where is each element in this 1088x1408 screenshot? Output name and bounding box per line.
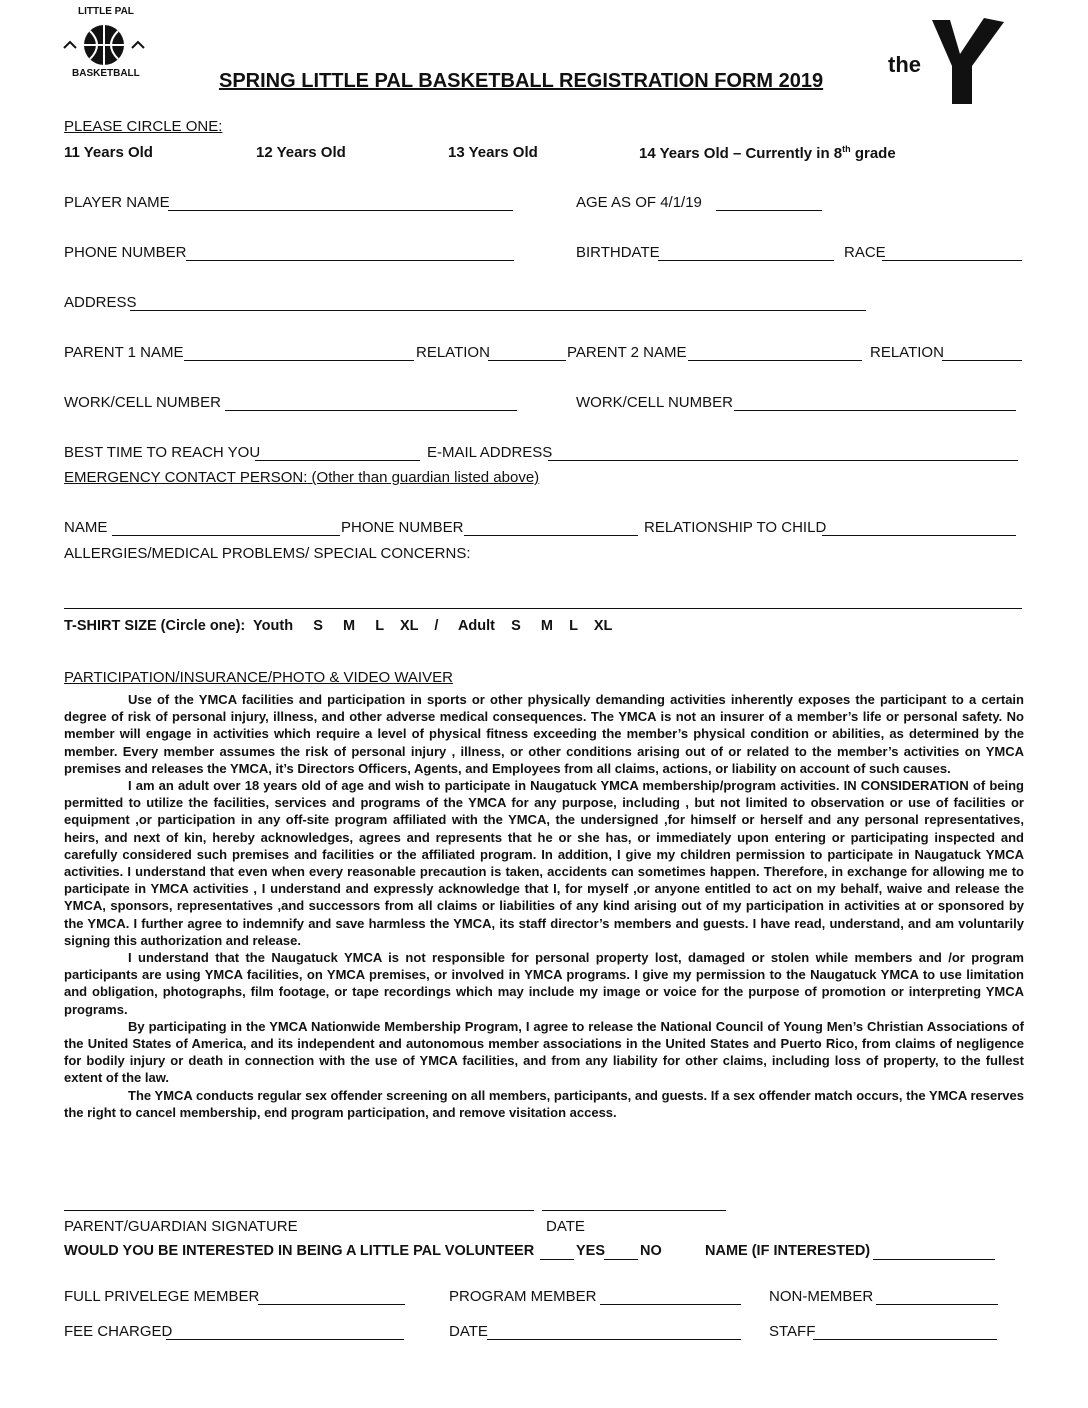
age-option-11[interactable]: 11 Years Old bbox=[64, 144, 153, 161]
staff-label: STAFF bbox=[769, 1323, 816, 1340]
parent-signature-label: PARENT/GUARDIAN SIGNATURE bbox=[64, 1218, 298, 1235]
program-member-line[interactable] bbox=[600, 1304, 741, 1305]
staff-line[interactable] bbox=[813, 1339, 997, 1340]
office-date-label: DATE bbox=[449, 1323, 488, 1340]
relation1-label: RELATION bbox=[416, 344, 490, 361]
ymca-small-text: YMCA bbox=[974, 84, 995, 91]
player-name-line[interactable] bbox=[168, 210, 513, 211]
volunteer-name-label: NAME (IF INTERESTED) bbox=[705, 1243, 871, 1259]
logo-bottom-text: BASKETBALL bbox=[72, 68, 140, 79]
volunteer-no-line[interactable] bbox=[604, 1259, 638, 1260]
non-member-label: NON-MEMBER bbox=[769, 1288, 874, 1305]
ec-phone-label: PHONE NUMBER bbox=[341, 519, 464, 536]
birthdate-label: BIRTHDATE bbox=[576, 244, 660, 261]
full-member-line[interactable] bbox=[258, 1304, 405, 1305]
emergency-heading: EMERGENCY CONTACT PERSON: (Other than guardian listed above) bbox=[64, 469, 540, 486]
allergies-label: ALLERGIES/MEDICAL PROBLEMS/ SPECIAL CONCERNS: bbox=[64, 545, 471, 562]
non-member-line[interactable] bbox=[876, 1304, 998, 1305]
waiver-paragraph: Use of the YMCA facilities and participation in sports or other physically demanding activities inherently exposes the participant to a certain degree of risk of personal injury, illness, and other adverse medical consequences. The YMCA is not an insurer of a member’s life or personal safety. No member will engage in activities which require a level of physical fitness exceeding the member’s physical condition or abilities, as determined by the member. Every member assumes the risk of personal injury , illness, or other conditions arising out of or related to the member’s activities on YMCA premises and releases the YMCA, it’s Directors Officers, Agents, and Employees from all claims, actions, or liability on account of such causes. bbox=[64, 692, 1024, 776]
ec-name-label: NAME bbox=[64, 519, 108, 536]
waiver-text bbox=[64, 691, 1024, 1121]
allergies-line[interactable] bbox=[64, 608, 1022, 609]
waiver-heading: PARTICIPATION/INSURANCE/PHOTO & VIDEO WAIVER bbox=[64, 669, 453, 686]
age-option-14[interactable] bbox=[639, 144, 896, 162]
relationship-line[interactable] bbox=[822, 535, 1016, 536]
ymca-logo bbox=[888, 14, 1008, 108]
volunteer-name-line[interactable] bbox=[873, 1259, 995, 1260]
volunteer-no[interactable]: NO bbox=[640, 1243, 662, 1259]
waiver-paragraph: The YMCA conducts regular sex offender screening on all members, participants, and guests. If a sex offender match occurs, the YMCA reserves the right to cancel membership, end program participation, and remove visitation access. bbox=[64, 1087, 1024, 1120]
logo-top-text: LITTLE PAL bbox=[78, 6, 134, 17]
age-option-12[interactable]: 12 Years Old bbox=[256, 144, 346, 161]
signature-date-line[interactable] bbox=[542, 1210, 726, 1211]
signature-line[interactable] bbox=[64, 1210, 534, 1211]
email-label: E-MAIL ADDRESS bbox=[427, 444, 553, 461]
age-as-of-label: AGE AS OF 4/1/19 bbox=[576, 194, 702, 211]
best-time-label: BEST TIME TO REACH YOU bbox=[64, 444, 261, 461]
race-line[interactable] bbox=[882, 260, 1022, 261]
work-cell-1-line[interactable] bbox=[225, 410, 517, 411]
ec-name-line[interactable] bbox=[112, 535, 340, 536]
ec-phone-line[interactable] bbox=[464, 535, 638, 536]
work-cell-2-label: WORK/CELL NUMBER bbox=[576, 394, 733, 411]
age-option-14-text: 14 Years Old – Currently in 8 bbox=[639, 145, 843, 162]
race-label: RACE bbox=[844, 244, 886, 261]
phone-number-label: PHONE NUMBER bbox=[64, 244, 187, 261]
fee-charged-label: FEE CHARGED bbox=[64, 1323, 173, 1340]
work-cell-2-line[interactable] bbox=[734, 410, 1016, 411]
age-option-14-sup: th bbox=[842, 144, 851, 154]
full-member-label: FULL PRIVELEGE MEMBER bbox=[64, 1288, 260, 1305]
volunteer-question: WOULD YOU BE INTERESTED IN BEING A LITTLE PAL VOLUNTEER bbox=[64, 1243, 535, 1259]
relation2-label: RELATION bbox=[870, 344, 944, 361]
office-date-line[interactable] bbox=[487, 1339, 741, 1340]
parent2-name-label: PARENT 2 NAME bbox=[567, 344, 687, 361]
address-line[interactable] bbox=[130, 310, 866, 311]
parent1-name-label: PARENT 1 NAME bbox=[64, 344, 184, 361]
age-line[interactable] bbox=[716, 210, 822, 211]
age-option-14-grade: grade bbox=[850, 145, 896, 162]
work-cell-1-label: WORK/CELL NUMBER bbox=[64, 394, 221, 411]
waiver-paragraph: I understand that the Naugatuck YMCA is not responsible for personal property lost, damaged or stolen while members and /or program participants are using YMCA facilities, on YMCA premises, or involved in YMCA programs. I give my permission to the Naugatuck YMCA to use limitation and obligation, photographs, film footage, or tape recordings which may include my image or voice for the purpose of promotion or interpreting YMCA programs. bbox=[64, 950, 1024, 1017]
fee-charged-line[interactable] bbox=[166, 1339, 404, 1340]
program-member-label: PROGRAM MEMBER bbox=[449, 1288, 597, 1305]
email-line[interactable] bbox=[548, 460, 1018, 461]
waiver-paragraph: I am an adult over 18 years old of age and wish to participate in Naugatuck YMCA membership/program activities. IN CONSIDERATION of being permitted to utilize the facilities, services and programs of the YMCA for any purpose, including , but not limited to observation or use of facilities or equipment ,or participation in any off-site program affiliated with the YMCA, the undersigned ,for himself or herself and any personal representatives, heirs, and next of kin, hereby acknowledges, agrees and represents that he or she has, or immediately upon entering or participating inspected and carefully considered such premises and facilities or the affiliated program. In addition, I give my children permission to participate in Naugatuck YMCA activities. I understand that even when every reasonable precaution is taken, accidents can sometimes happen. Therefore, in exchange for allowing me to participate in YMCA activities , I understand and expressly acknowledge that I, for myself ,or anyone entitled to act on my behalf, waive and release the YMCA, sponsors, representatives ,and successors from all claims or liabilities of any kind arising out of my participation in activities at or sponsored by the YMCA. I further agree to indemnify and save harmless the YMCA, its staff director’s members and guests. I have read, understand, and am voluntarily signing this authorization and release. bbox=[64, 778, 1024, 948]
address-label: ADDRESS bbox=[64, 294, 137, 311]
relation1-line[interactable] bbox=[488, 360, 566, 361]
circle-prompt: PLEASE CIRCLE ONE: bbox=[64, 118, 223, 135]
relation2-line[interactable] bbox=[942, 360, 1022, 361]
volunteer-yes-line[interactable] bbox=[540, 1259, 574, 1260]
best-time-line[interactable] bbox=[255, 460, 420, 461]
age-option-13[interactable]: 13 Years Old bbox=[448, 144, 538, 161]
phone-number-line[interactable] bbox=[186, 260, 514, 261]
relationship-label: RELATIONSHIP TO CHILD bbox=[644, 519, 827, 536]
player-name-label: PLAYER NAME bbox=[64, 194, 170, 211]
signature-date-label: DATE bbox=[546, 1218, 585, 1235]
form-title: SPRING LITTLE PAL BASKETBALL REGISTRATION FORM 2019 bbox=[219, 70, 824, 92]
parent2-name-line[interactable] bbox=[688, 360, 862, 361]
parent1-name-line[interactable] bbox=[184, 360, 414, 361]
tshirt-size-options[interactable]: T-SHIRT SIZE (Circle one): Youth S M L XL / Adult S M L XL bbox=[64, 618, 613, 634]
ymca-the-text: the bbox=[888, 52, 921, 77]
waiver-paragraph: By participating in the YMCA Nationwide Membership Program, I agree to release the National Council of Young Men’s Christian Associations of the United States of America, and its independent and autonomous member associations in the United States and Puerto Rico, from claims of negligence for bodily injury or death in connection with the use of YMCA facilities, and from any liability for other claims, including loss of property, to the fullest extent of the law. bbox=[64, 1018, 1024, 1086]
birthdate-line[interactable] bbox=[658, 260, 834, 261]
volunteer-yes[interactable]: YES bbox=[576, 1243, 606, 1259]
